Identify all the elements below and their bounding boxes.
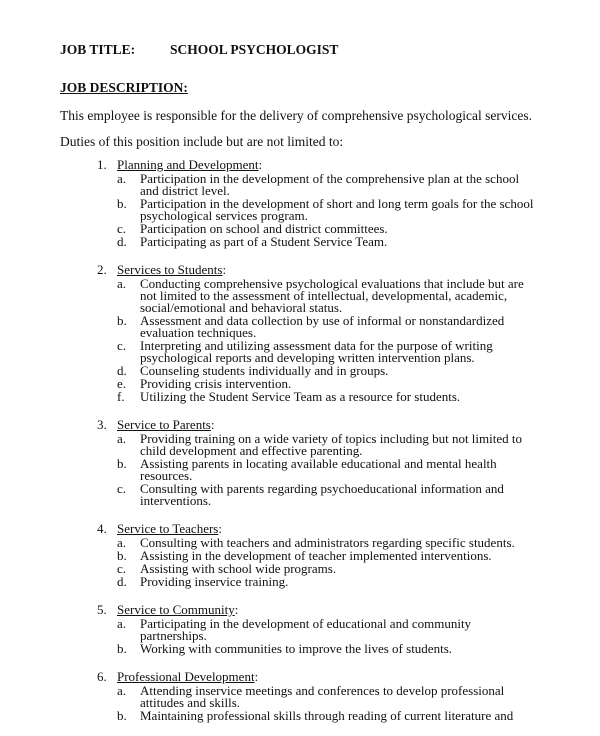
duty-item-letter: a. <box>117 431 127 446</box>
duty-item-letter: a. <box>117 171 127 186</box>
duty-number: 6. <box>97 669 107 684</box>
duty-item-text: Participation in the development of the comprehensive plan at the school and district level. <box>140 171 520 198</box>
duty-item-letter: f. <box>117 389 125 404</box>
duty-number: 2. <box>97 262 107 277</box>
duty-item-text: Counseling students individually and in groups. <box>140 363 389 378</box>
duty-section <box>60 602 580 655</box>
duty-item-letter: c. <box>117 561 127 576</box>
duty-item <box>60 315 580 339</box>
duty-title-colon: : <box>210 417 215 432</box>
duty-section <box>60 669 580 722</box>
duty-title-text: Professional Development <box>117 669 255 684</box>
duty-item-letter: c. <box>117 481 127 496</box>
duty-item-letter: c. <box>117 338 127 353</box>
duty-number: 1. <box>97 157 107 172</box>
duty-number: 3. <box>97 417 107 432</box>
duty-item <box>60 278 580 314</box>
duty-item-letter: b. <box>117 456 127 471</box>
job-description-heading: JOB DESCRIPTION: <box>60 80 188 95</box>
duty-item-text: Participation on school and district committees. <box>140 221 388 236</box>
duty-title-text: Planning and Development <box>117 157 259 172</box>
duty-item-text: Providing training on a wide variety of topics including but not limited to child development and effective parenting. <box>140 431 523 458</box>
duty-item <box>60 433 580 457</box>
job-title-label: JOB TITLE: <box>60 42 136 57</box>
duty-title-colon: : <box>222 262 227 277</box>
duty-item <box>60 198 580 222</box>
duty-title-colon: : <box>258 157 263 172</box>
duty-item <box>60 236 580 248</box>
duty-item-text: Assisting parents in locating available educational and mental health resources. <box>140 456 497 483</box>
duty-item <box>60 710 580 722</box>
duty-title-colon: : <box>218 521 222 536</box>
duty-title-text: Service to Teachers <box>117 521 219 536</box>
duty-item-letter: e. <box>117 376 127 391</box>
duty-title-colon: : <box>254 669 259 684</box>
duty-title-text: Service to Parents <box>117 417 211 432</box>
duty-item-text: Participating as part of a Student Service Team. <box>140 234 388 249</box>
duty-item-text: Consulting with parents regarding psychoeducational information and interventions. <box>140 481 504 508</box>
duty-title <box>117 521 222 536</box>
duty-item-text: Providing crisis intervention. <box>140 376 292 391</box>
duty-item <box>60 458 580 482</box>
duty-title-text: Service to Community <box>117 602 235 617</box>
duty-item <box>60 618 580 642</box>
duty-title-text: Services to Students <box>117 262 223 277</box>
duty-item-letter: b. <box>117 641 127 656</box>
duty-item-letter: c. <box>117 221 127 236</box>
duty-section <box>60 521 580 588</box>
job-title-row <box>60 42 339 58</box>
duty-item-text: Utilizing the Student Service Team as a resource for students. <box>140 389 461 404</box>
duty-item-text: Working with communities to improve the lives of students. <box>140 641 452 656</box>
duty-title <box>117 157 262 172</box>
duty-item-text: Assessment and data collection by use of informal or nonstandardized evaluation techniques. <box>140 313 505 340</box>
duty-heading <box>60 157 580 172</box>
duty-title <box>117 262 226 277</box>
job-title-value: SCHOOL PSYCHOLOGIST <box>170 42 339 57</box>
duty-item <box>60 563 580 575</box>
duty-section <box>60 157 580 248</box>
duty-item-text: Conducting comprehensive psychological evaluations that include but are not limited to the assessment of intellectual, developmental, academic, social/emotional and behavioral status. <box>140 276 524 315</box>
duty-title <box>117 417 215 432</box>
duty-item-letter: a. <box>117 683 127 698</box>
duty-item-letter: a. <box>117 535 127 550</box>
duty-heading <box>60 521 580 536</box>
duty-item <box>60 643 580 655</box>
duty-item <box>60 685 580 709</box>
duty-item-letter: a. <box>117 616 127 631</box>
duty-item-text: Participating in the development of educational and community partnerships. <box>140 616 472 643</box>
duty-item <box>60 391 580 403</box>
duty-item-letter: d. <box>117 234 127 249</box>
duties-intro-paragraph: Duties of this position include but are not limited to: <box>60 134 344 149</box>
duty-item-text: Participation in the development of short and long term goals for the school psychological services program. <box>140 196 534 223</box>
duty-item-letter: b. <box>117 548 127 563</box>
duty-heading <box>60 669 580 684</box>
duty-item-letter: b. <box>117 313 127 328</box>
duty-item-letter: a. <box>117 276 127 291</box>
duty-item-text: Assisting with school wide programs. <box>140 561 337 576</box>
duty-item-text: Attending inservice meetings and conferences to develop professional attitudes and skills. <box>140 683 505 710</box>
duty-item-letter: b. <box>117 708 127 723</box>
duty-item-text: Consulting with teachers and administrators regarding specific students. <box>140 535 515 550</box>
duty-item <box>60 340 580 364</box>
duty-title <box>117 602 238 617</box>
duty-section <box>60 417 580 507</box>
duty-item-letter: d. <box>117 363 127 378</box>
duty-item-text: Interpreting and utilizing assessment data for the purpose of writing psychological reports and developing written intervention plans. <box>140 338 493 365</box>
duty-item-text: Maintaining professional skills through reading of current literature and <box>140 708 514 723</box>
duty-item-letter: d. <box>117 574 127 589</box>
duty-heading <box>60 417 580 432</box>
duty-title <box>117 669 258 684</box>
duty-item-text: Providing inservice training. <box>140 574 289 589</box>
duty-item <box>60 483 580 507</box>
duty-heading <box>60 262 580 277</box>
duty-item <box>60 173 580 197</box>
duty-number: 4. <box>97 521 107 536</box>
duty-item-text: Assisting in the development of teacher implemented interventions. <box>140 548 492 563</box>
duty-title-colon: : <box>234 602 239 617</box>
duty-item <box>60 576 580 588</box>
duty-item <box>60 365 580 377</box>
duty-heading <box>60 602 580 617</box>
duty-number: 5. <box>97 602 107 617</box>
duty-item-letter: b. <box>117 196 127 211</box>
intro-paragraph: This employee is responsible for the delivery of comprehensive psychological services. <box>60 108 532 123</box>
duty-section <box>60 262 580 403</box>
duties-list <box>60 157 580 736</box>
